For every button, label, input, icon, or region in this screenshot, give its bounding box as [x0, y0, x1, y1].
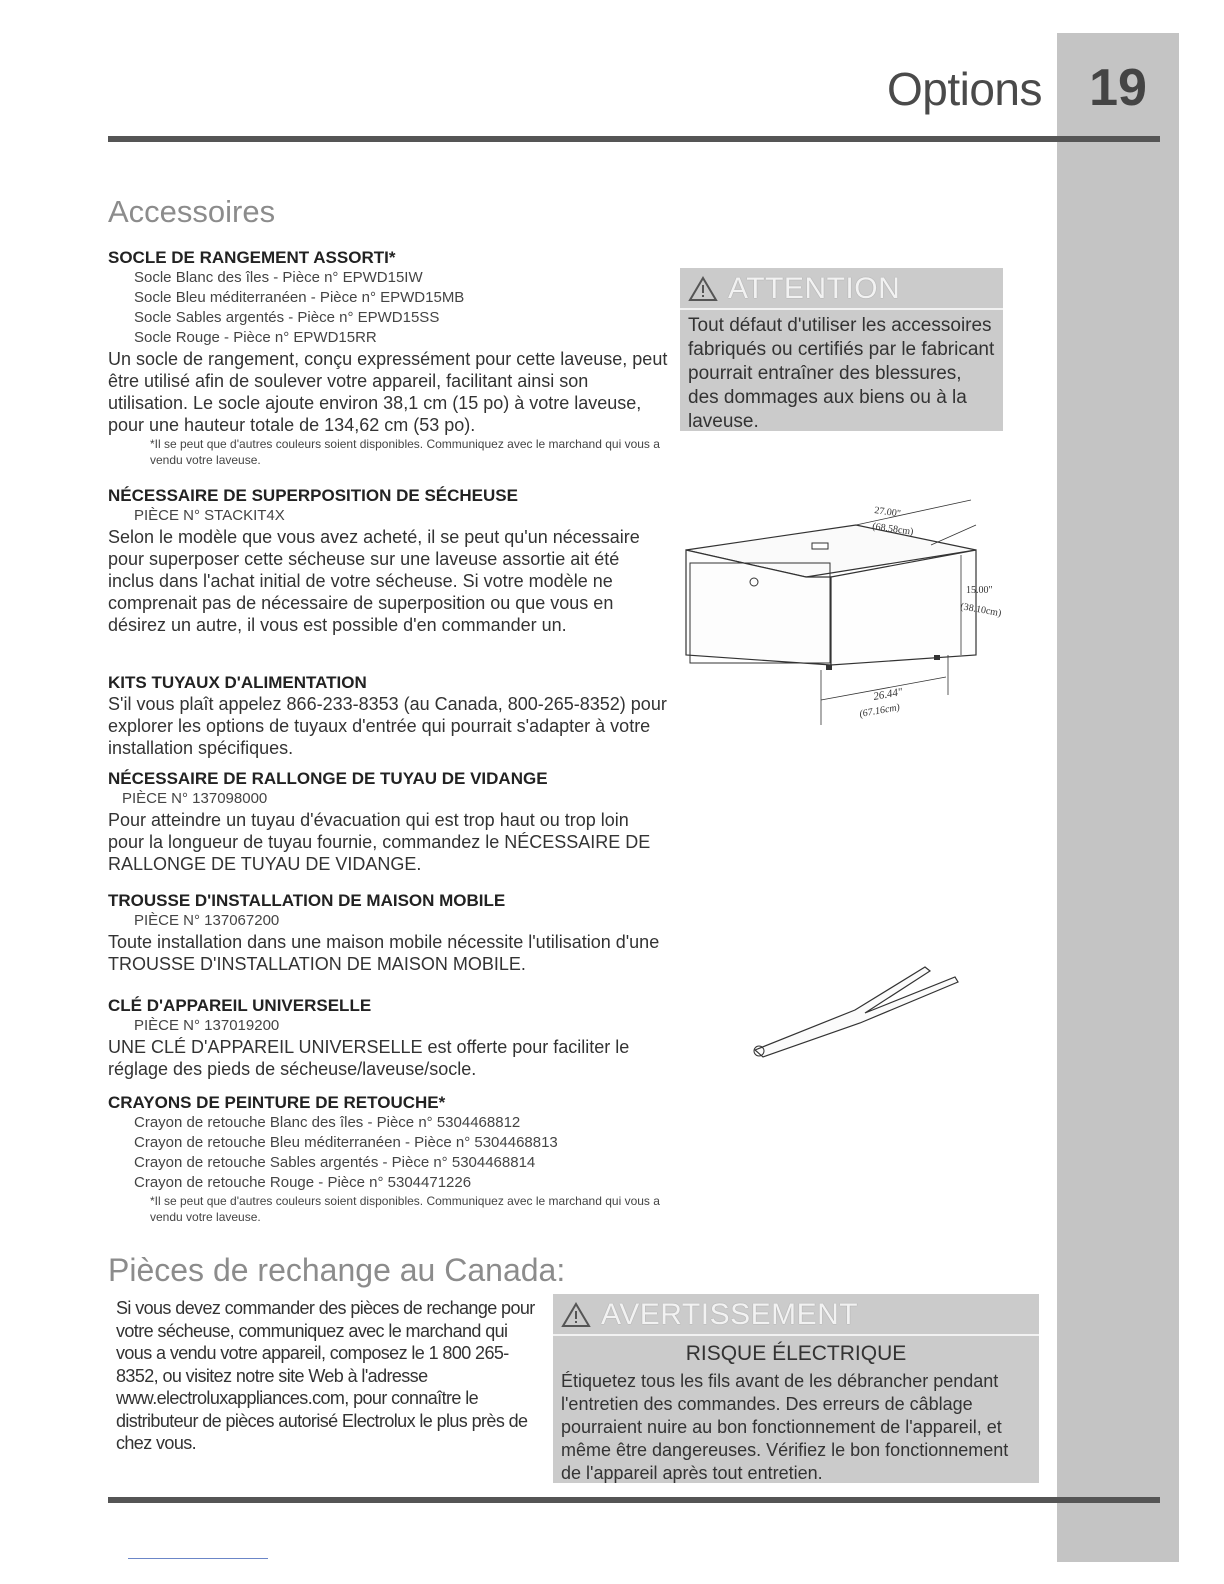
drain-title: NÉCESSAIRE DE RALLONGE DE TUYAU DE VIDANGE: [108, 769, 548, 788]
list-item: Crayon de retouche Sables argentés - Pièce n° 5304468814: [134, 1154, 536, 1171]
list-item: Socle Bleu méditerranéen - Pièce n° EPWD15MB: [134, 289, 465, 306]
dim-depth-cm-label: (67.16cm): [858, 702, 901, 720]
stack-part: PIÈCE N° STACKIT4X: [134, 507, 285, 524]
list-item: Crayon de retouche Bleu méditerranéen - Pièce n° 5304468813: [134, 1134, 558, 1151]
stack-body: Selon le modèle que vous avez acheté, il se peut qu'un nécessaire pour superposer cette sécheuse sur une laveuse assortie ait été inclus dans l'achat initial de votre sécheuse. Si votre modèle ne comprenait pas de nécessaire de superposition ou que vous en désirez un autre, il vous est possible d'en commander un.: [108, 527, 640, 635]
wrench-illustration: [745, 955, 965, 1065]
paint-title: CRAYONS DE PEINTURE DE RETOUCHE*: [108, 1093, 446, 1112]
wrench-section: [108, 995, 668, 1080]
pedestal-body: Un socle de rangement, conçu expressément pour cette laveuse, peut être utilisé afin de soulever votre appareil, facilitant ainsi son utilisation. Le socle ajoute environ 38,1 cm (15 po) à votre laveuse, pour une hauteur totale de 134,62 cm (53 po).: [108, 349, 668, 435]
pedestal-note: *Il se peut que d'autres couleurs soient disponibles. Communiquez avec le marchand qui vous a vendu votre laveuse.: [150, 437, 660, 467]
attention-heading: ATTENTION: [728, 272, 901, 305]
dim-height-label: 15.00": [966, 585, 993, 596]
bottom-rule: [108, 1497, 1160, 1503]
warning-callout: [553, 1294, 1039, 1483]
top-rule: [108, 136, 1160, 142]
stack-title: NÉCESSAIRE DE SUPERPOSITION DE SÉCHEUSE: [108, 486, 518, 505]
attention-callout: [680, 268, 1003, 431]
dim-width-cm-label: (68.58cm): [871, 521, 915, 538]
warning-triangle-icon: [561, 1302, 591, 1328]
warning-heading: AVERTISSEMENT: [601, 1298, 859, 1331]
mobile-body: Toute installation dans une maison mobile nécessite l'utilisation d'une TROUSSE D'INSTALLATION DE MAISON MOBILE.: [108, 932, 660, 974]
list-item: Socle Blanc des îles - Pièce n° EPWD15IW: [134, 269, 423, 286]
pedestal-title: SOCLE DE RANGEMENT ASSORTI*: [108, 248, 396, 267]
footer-line: [128, 1558, 268, 1559]
dim-width-label: 27.00": [873, 505, 902, 520]
dim-depth-label: 26.44": [872, 686, 904, 703]
stack-section: [108, 485, 668, 636]
list-item: Socle Rouge - Pièce n° EPWD15RR: [134, 329, 377, 346]
wrench-body: UNE CLÉ D'APPAREIL UNIVERSELLE est offerte pour faciliter le réglage des pieds de sécheuse/laveuse/socle.: [108, 1037, 630, 1079]
canada-text: Si vous devez commander des pièces de rechange pour votre sécheuse, communiquez avec le marchand qui vous a vendu votre appareil, composez le 1 800 265-8352, ou visitez notre site Web à l'adresse www.electroluxappliances.com, pour connaître le distributeur de pièces autorisé Electrolux le plus près de chez vous.: [116, 1298, 535, 1453]
mobile-section: [108, 890, 668, 975]
paint-note: *Il se peut que d'autres couleurs soient disponibles. Communiquez avec le marchand qui vous a vendu votre laveuse.: [150, 1194, 660, 1224]
pedestal-section: [108, 247, 668, 468]
hoses-title: KITS TUYAUX D'ALIMENTATION: [108, 673, 367, 692]
warning-text: Étiquetez tous les fils avant de les débrancher pendant l'entretien des commandes. Des erreurs de câblage pourraient nuire au bon fonctionnement de l'appareil, et même être dangereuses. Vérifiez le bon fonctionnement de l'appareil après tout entretien.: [561, 1371, 1009, 1483]
list-item: Socle Sables argentés - Pièce n° EPWD15SS: [134, 309, 440, 326]
attention-text: Tout défaut d'utiliser les accessoires fabriqués ou certifiés par le fabricant pourrait entraîner des blessures, des dommages aux biens ou à la laveuse.: [688, 315, 995, 432]
dim-height-cm-label: (38.10cm): [959, 601, 1003, 620]
hoses-body: S'il vous plaît appelez 866-233-8353 (au Canada, 800-265-8352) pour explorer les options de tuyaux d'entrée qui pourrait s'adapter à votre installation spécifiques.: [108, 694, 667, 758]
pedestal-illustration: [676, 495, 1021, 730]
page-title: Options: [886, 63, 1042, 115]
drain-section: [108, 768, 668, 875]
canada-heading: Pièces de rechange au Canada:: [108, 1252, 566, 1288]
warning-triangle-icon: [688, 276, 718, 302]
accessories-heading: Accessoires: [108, 194, 276, 229]
mobile-part: PIÈCE N° 137067200: [134, 912, 280, 929]
mobile-title: TROUSSE D'INSTALLATION DE MAISON MOBILE: [108, 891, 506, 910]
hoses-section: [108, 672, 668, 759]
side-band: [1057, 33, 1179, 1562]
drain-part: PIÈCE N° 137098000: [122, 790, 268, 807]
list-item: Crayon de retouche Blanc des îles - Pièce n° 5304468812: [134, 1114, 521, 1131]
paint-section: [108, 1092, 668, 1225]
warning-subheading: RISQUE ÉLECTRIQUE: [685, 1342, 907, 1365]
wrench-part: PIÈCE N° 137019200: [134, 1017, 280, 1034]
drain-body: Pour atteindre un tuyau d'évacuation qui est trop haut ou trop loin pour la longueur de tuyau fournie, commandez le NÉCESSAIRE DE RALLONGE DE TUYAU DE VIDANGE.: [108, 810, 651, 874]
page-number: 19: [1089, 59, 1147, 117]
wrench-title: CLÉ D'APPAREIL UNIVERSELLE: [108, 996, 372, 1015]
list-item: Crayon de retouche Rouge - Pièce n° 5304471226: [134, 1174, 472, 1191]
